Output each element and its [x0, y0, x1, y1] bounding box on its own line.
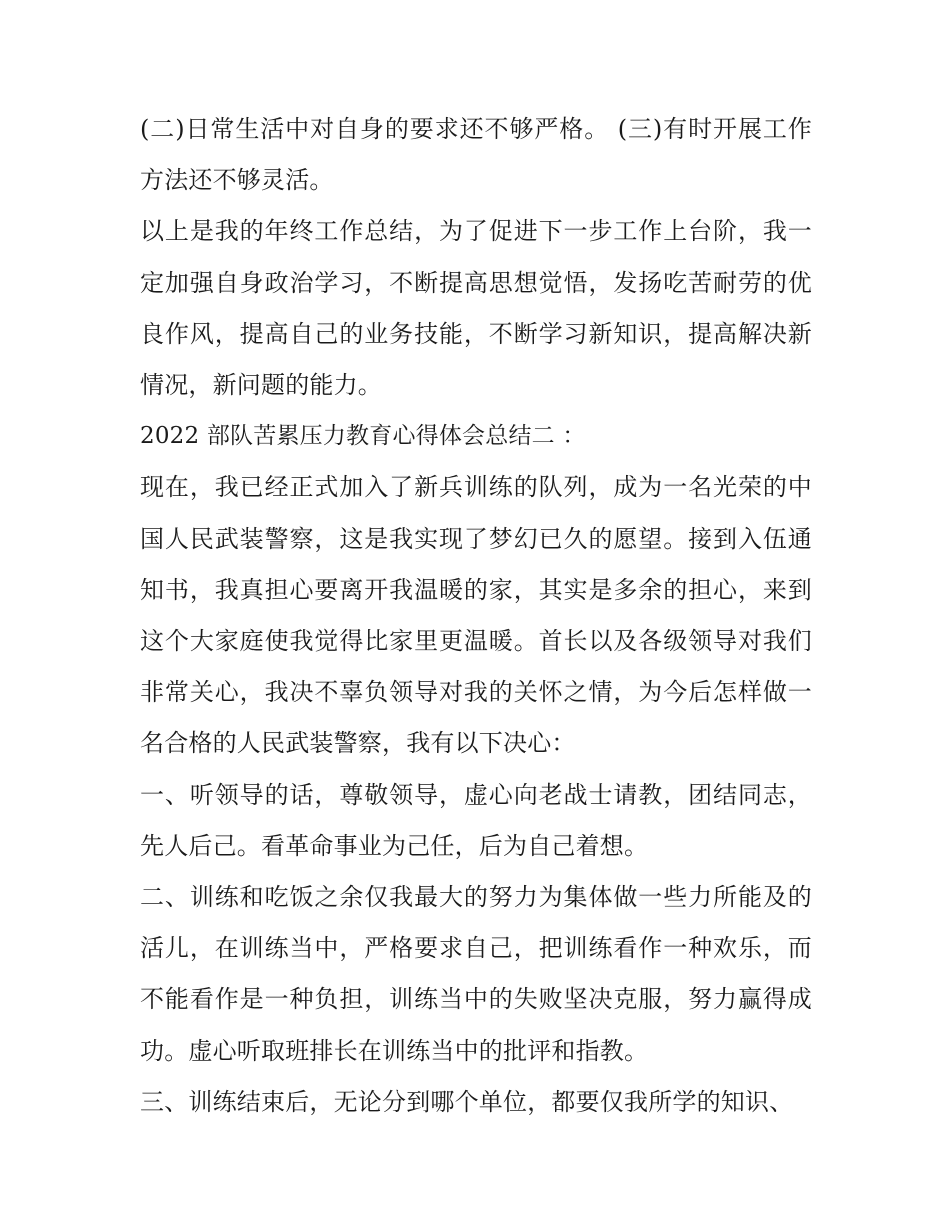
document-page — [140, 104, 812, 1128]
paragraph-resolution-2: 二、训练和吃饭之余仅我最大的努力为集体做一些力所能及的活儿，在训练当中，严格要求自己，把训练看作一种欢乐，而不能看作是一种负担，训练当中的失败坚决克服，努力赢得成功。虚心听取班排长在训练当中的批评和指教。 — [140, 883, 812, 1065]
section-heading: 2022 部队苦累压力教育心得体会总结二 ： — [140, 423, 586, 450]
paragraph-intro: 现在，我已经正式加入了新兵训练的队列，成为一名光荣的中国人民武装警察，这是我实现了梦幻已久的愿望。接到入伍通知书，我真担心要离开我温暖的家，其实是多余的担心，来到这个大家庭使我觉得比家里更温暖。首长以及各级领导对我们非常关心，我决不辜负领导对我的关怀之情，为今后怎样做一名合格的人民武装警察，我有以下决心： — [140, 473, 812, 758]
paragraph-resolution-3: 三、训练结束后，无论分到哪个单位，都要仅我所学的知识、 — [140, 1087, 794, 1116]
paragraph-shortcomings: (二)日常生活中对自身的要求还不够严格。 (三)有时开展工作方法还不够灵活。 — [140, 115, 812, 195]
paragraph-resolution-1: 一、听领导的话，尊敬领导，虚心向老战士请教，团结同志，先人后己。看革命事业为己任，后为自己着想。 — [140, 780, 812, 860]
paragraph-summary: 以上是我的年终工作总结，为了促进下一步工作上台阶，我一定加强自身政治学习，不断提高思想觉悟，发扬吃苦耐劳的优良作风，提高自己的业务技能，不断学习新知识，提高解决新情况，新问题的能力。 — [140, 217, 812, 400]
